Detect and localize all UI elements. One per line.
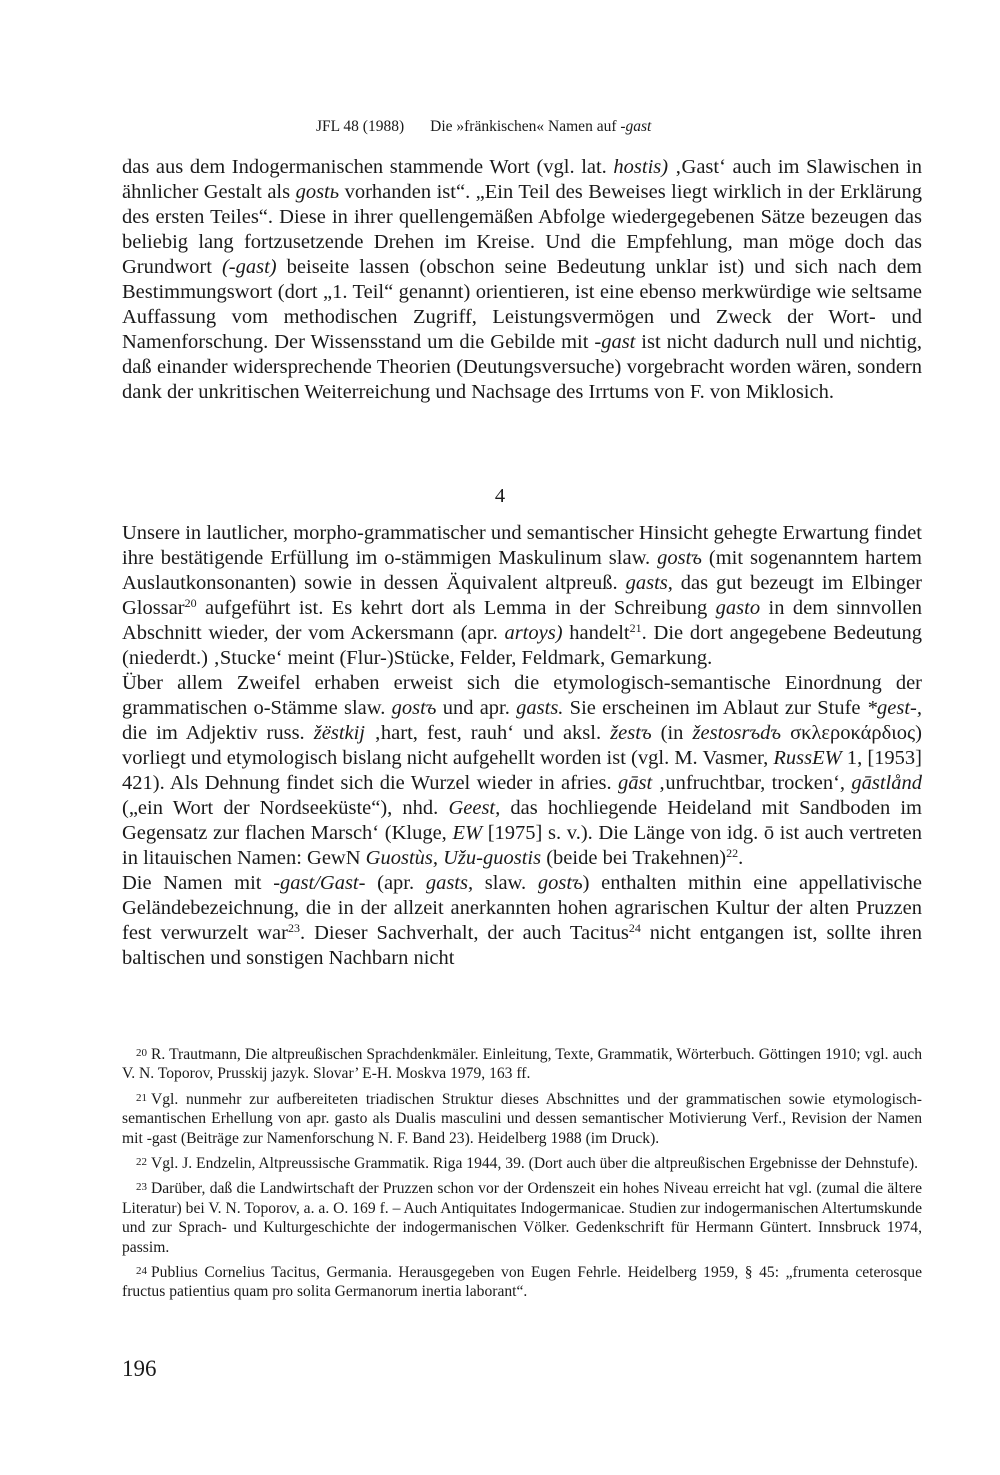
page-number: 196: [122, 1356, 157, 1381]
intro-paragraph: [122, 155, 922, 405]
footnote-21: 21 Vgl. nunmehr zur aufbereiteten triadischen Struktur dieses Abschnittes und der grammatischen sowie etymologisch-semantischen Erhellung von apr. gasto als Dualis masculini und dessen semantischer Motivierung Verf., Revision der Namen mit -gast (Beiträge zur Namenforschung N. F. Band 23). Heidelberg 1988 (im Druck).: [122, 1090, 922, 1147]
footnote-24: 24 Publius Cornelius Tacitus, Germania. Herausgegeben von Eugen Fehrle. Heidelberg 1959, § 45: „frumenta ceterosque fructus patientius quam pro solita Germanorum inertia laborant“.: [122, 1264, 922, 1301]
running-head: [316, 117, 651, 137]
footnote-ref-24[interactable]: 24: [628, 921, 641, 935]
section-number: 4: [494, 485, 506, 507]
footnotes: [122, 1044, 922, 1307]
paragraph-2: Über allem Zweifel erhaben erweist sich die etymologisch-semantische Einordnung der grammatischen o-Stämme slaw. gostъ und apr. gasts. Sie erscheinen im Ablaut zur Stufe *gest-, die im Adjektiv russ. žëstkij ‚hart, fest, rauh‘ und aksl. žestъ (in žestosrъdъ σκλεροκάρδιος) vorliegt und etymologisch bislang nicht aufgehellt worden ist (vgl. M. Vasmer, RussEW 1, [1953] 421). Als Dehnung findet sich die Wurzel wieder in afries. gāst ‚unfruchtbar, trocken‘, gāstlånd („ein Wort der Nordseeküste“), nhd. Geest, das hochliegende Heideland mit Sandboden im Gegensatz zur flachen Marsch‘ (Kluge, EW [1975] s. v.). Die Länge von idg. ō ist auch vertreten in litauischen Namen: GewN Guostùs, Užu-guostis (beide bei Trakehnen)$^{22}$.: [122, 672, 923, 869]
paragraph: das aus dem Indogermanischen stammende Wort (vgl. lat. hostis) ‚Gast‘ auch im Slawischen in ähnlicher Gestalt als gostь vorhanden ist“. „Ein Teil des Beweises liegt wirklich in der Erklärung des ersten Teiles“. Diese in ihrer quellengemäßen Abfolge wiedergegebenen Sätze bezeugen das beliebig lang fortzusetzende Drehen im Kreise. Und die Empfehlung, man möge doch das Grundwort (-gast) beiseite lassen (obschon seine Bedeutung unklar ist) und sich nach dem Bestimmungswort (dort „1. Teil“ genannt) orientieren, ist eine ebenso merkwürdige wie seltsame Auffassung vom methodischen Zugriff, Leistungsvermögen und Zweck der Wort- und Namenforschung. Der Wissensstand um die Gebilde mit -gast ist nicht dadurch null und nichtig, daß einander widersprechende Theorien (Deutungsversuche) vorgebracht worden wären, sondern dank der unkritischen Weiterreichung und Nachsage des Irrtums von F. von Miklosich.: [122, 156, 922, 403]
footnote-23: 23 Darüber, daß die Landwirtschaft der Pruzzen schon vor der Ordenszeit ein hohes Niveau erreicht hat vgl. (zumal die ältere Literatur) bei V. N. Toporov, a. a. O. 169 f. – Auch Antiquitates Indogermanicae. Studien zur indogermanischen Altertumskunde und zur Sprach- und Kulturgeschichte der indogermanischen Völker. Gedenkschrift für Hermann Güntert. Innsbruck 1974, passim.: [122, 1180, 922, 1256]
footnote-ref-20[interactable]: 20: [184, 596, 197, 610]
journal-citation: JFL 48 (1988): [316, 118, 405, 135]
footnote-ref-22[interactable]: 22: [726, 846, 739, 860]
paragraph-1: Unsere in lautlicher, morpho-grammatischer und semantischer Hinsicht gehegte Erwartung findet ihre bestätigende Erfüllung im o-stämmigen Maskulinum slaw. gostъ (mit sogenanntem hartem Auslautkonsonanten) sowie in dessen Äquivalent altpreuß. gasts, das gut bezeugt im Elbinger Glossar$^{20}$ aufgeführt ist. Es kehrt dort als Lemma in der Schreibung gasto in dem sinnvollen Abschnitt wieder, der vom Ackersmann (apr. artoys) handelt$^{21}$. Die dort angegebene Bedeutung (niederdt.) ‚Stucke‘ meint (Flur-)Stücke, Felder, Feldmark, Gemarkung.: [122, 522, 923, 669]
footnote-20: 20 R. Trautmann, Die altpreußischen Sprachdenkmäler. Einleitung, Texte, Grammatik, Wörterbuch. Göttingen 1910; vgl. auch V. N. Toporov, Prusskij jazyk. Slovar’ E-H. Moskva 1979, 163 ff.: [122, 1046, 922, 1083]
section-body: [122, 521, 922, 971]
paragraph-3: Die Namen mit -gast/Gast- (apr. gasts, slaw. gostъ) enthalten mithin eine appellativische Geländebezeichnung, die in der allzeit anerkannten hohen agrarischen Kultur der alten Pruzzen fest verwurzelt war$^{23}$. Dieser Sachverhalt, der auch Tacitus$^{24}$ nicht entgangen ist, sollte ihren baltischen und sonstigen Nachbarn nicht: [122, 872, 922, 969]
running-title: Die »fränkischen« Namen auf -gast: [430, 118, 652, 135]
footnote-ref-23[interactable]: 23: [287, 921, 300, 935]
footnote-22: 22 Vgl. J. Endzelin, Altpreussische Grammatik. Riga 1944, 39. (Dort auch über die altpreußischen Ergebnisse der Dehnstufe).: [136, 1155, 919, 1173]
footnote-ref-21[interactable]: 21: [629, 621, 642, 635]
